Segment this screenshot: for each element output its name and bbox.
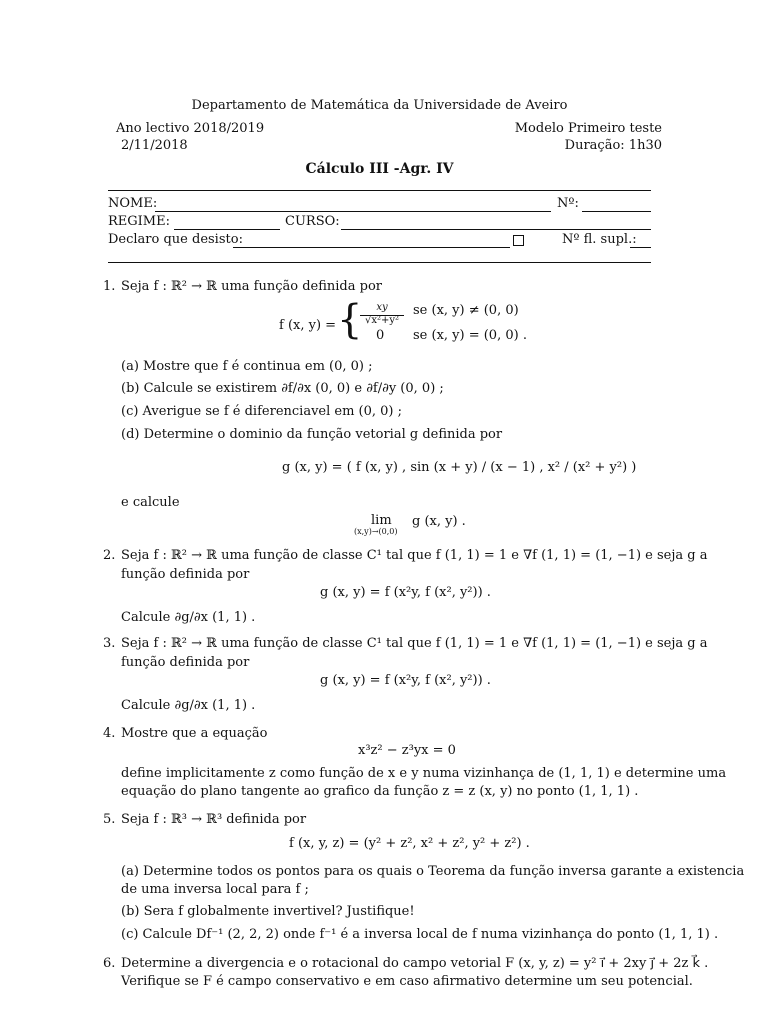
q2-line2: função definida por [121,567,250,582]
q6-line1: Determine a divergencia e o rotacional do campo vetorial F (x, y, z) = y² i⃗ + 2xy j⃗ + 2z k⃗ . [121,956,709,971]
desisto-checkbox[interactable] [513,235,524,246]
rule-top [108,190,651,191]
q3-number: 3. [103,636,116,651]
q1-intro: Seja f : ℝ² → ℝ uma função definida por [121,279,382,294]
curso-label: CURSO: [285,214,340,229]
exam-date: 2/11/2018 [121,138,188,153]
q1-g-definition: g (x, y) = ( f (x, y) , sin (x + y) / (x − 1) , x² / (x² + y²) ) [282,460,637,475]
q2-line1: Seja f : ℝ² → ℝ uma função de classe C¹ tal que f (1, 1) = 1 e ∇f (1, 1) = (1, −1) e seja g a [121,548,708,563]
q2-number: 2. [103,548,116,563]
q2-calcule: Calcule ∂g/∂x (1, 1) . [121,610,256,625]
q5-item-c: (c) Calcule Df⁻¹ (2, 2, 2) onde f⁻¹ é a inversa local de f numa vizinhança do ponto (1, 1, 1) . [121,927,719,942]
q1-item-c: (c) Averigue se f é diferenciavel em (0, 0) ; [121,404,403,419]
rule-bottom [108,262,651,263]
q4-number: 4. [103,726,116,741]
q6-number: 6. [103,956,116,971]
curso-field[interactable] [341,229,651,230]
school-year: Ano lectivo 2018/2019 [116,121,265,136]
q5-number: 5. [103,812,116,827]
exam-duration: Duração: 1h30 [564,138,662,153]
q1-number: 1. [103,279,116,294]
q5-formula: f (x, y, z) = (y² + z², x² + z², y² + z²) . [289,836,530,851]
q4-line2: define implicitamente z como função de x e y numa vizinhança de (1, 1, 1) e determine uma [121,766,727,781]
q5-item-a1: (a) Determine todos os pontos para os quais o Teorema da função inversa garante a existencia [121,864,745,879]
q1-e-calcule: e calcule [121,495,180,510]
q6-line2: Verifique se F é campo conservativo e em caso afirmativo determine um seu potencial. [121,974,693,989]
regime-field[interactable] [174,229,280,230]
q1-case1-den: √x²+y² [364,315,400,326]
q1-case1-cond: se (x, y) ≠ (0, 0) [413,303,519,318]
q1-lim: lim [371,513,392,528]
q1-item-b: (b) Calcule se existirem ∂f/∂x (0, 0) e ∂f/∂y (0, 0) ; [121,381,444,396]
q1-brace: { [337,297,363,343]
q4-line1: Mostre que a equação [121,726,268,741]
folhas-field[interactable] [630,247,651,248]
q1-case1-num: xy [376,302,388,313]
q3-formula: g (x, y) = f (x²y, f (x², y²)) . [320,673,491,688]
q5-item-b: (b) Sera f globalmente invertivel? Justifique! [121,904,415,919]
exam-model: Modelo Primeiro teste [514,121,662,136]
numero-field[interactable] [582,211,651,212]
regime-label: REGIME: [108,214,170,229]
exam-title: Cálculo III -Agr. IV [305,161,454,177]
q1-lhs: f (x, y) = [279,318,337,333]
q1-case2-val: 0 [376,328,385,343]
q3-line2: função definida por [121,655,250,670]
q1-item-d: (d) Determine o dominio da função vetorial g definida por [121,427,503,442]
q5-item-a2: de uma inversa local para f ; [121,882,309,897]
q4-line3: equação do plano tangente ao grafico da função z = z (x, y) no ponto (1, 1, 1) . [121,784,639,799]
q1-lim-sub: (x,y)→(0,0) [354,527,398,536]
q3-calcule: Calcule ∂g/∂x (1, 1) . [121,698,256,713]
folhas-label: Nº fl. supl.: [562,232,637,247]
numero-label: Nº: [557,196,579,211]
q2-formula: g (x, y) = f (x²y, f (x², y²)) . [320,585,491,600]
q4-formula: x³z² − z³yx = 0 [358,743,456,758]
nome-label: NOME: [108,196,158,211]
q3-line1: Seja f : ℝ² → ℝ uma função de classe C¹ tal que f (1, 1) = 1 e ∇f (1, 1) = (1, −1) e seja g a [121,636,708,651]
q5-line1: Seja f : ℝ³ → ℝ³ definida por [121,812,307,827]
q1-item-a: (a) Mostre que f é continua em (0, 0) ; [121,359,373,374]
nome-field[interactable] [155,211,551,212]
q1-lim-expr: g (x, y) . [412,514,466,529]
department-line: Departamento de Matemática da Universidade de Aveiro [191,98,568,113]
q1-case2-cond: se (x, y) = (0, 0) . [413,328,527,343]
declaro-label: Declaro que desisto: [108,232,243,247]
declaro-field[interactable] [233,247,510,248]
